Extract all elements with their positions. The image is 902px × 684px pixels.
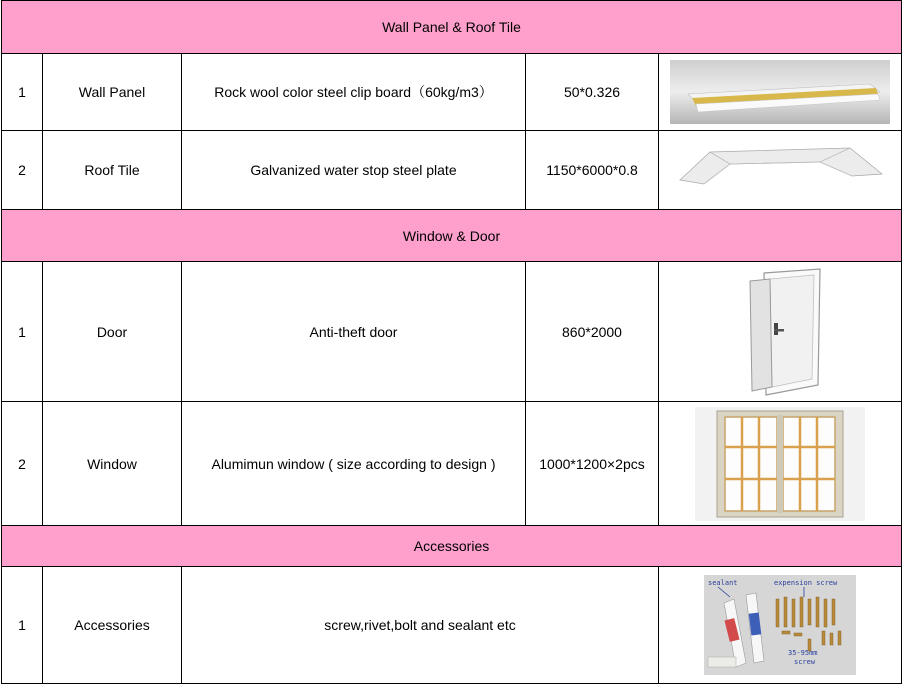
expension-screw-label: expension screw [774,579,838,587]
door-image [730,267,830,397]
image-cell [659,131,902,210]
accessories-image [704,575,856,675]
section-title: Wall Panel & Roof Tile [2,1,902,54]
image-cell [659,567,902,684]
image-cell [659,262,902,402]
item-size: 1150*6000*0.8 [526,131,659,210]
row-number: 1 [2,54,43,131]
table-row [2,262,902,402]
item-name: Accessories [43,567,182,684]
section-title: Accessories [2,526,902,567]
spec-table [1,0,902,684]
item-size: 860*2000 [526,262,659,402]
item-size: 1000*1200×2pcs [526,402,659,526]
roof-tile-image [670,138,890,202]
table-row [2,402,902,526]
item-size: 50*0.326 [526,54,659,131]
row-number: 1 [2,567,43,684]
item-spec: Galvanized water stop steel plate [182,131,526,210]
item-name: Wall Panel [43,54,182,131]
item-spec: Alumimun window ( size according to design ) [182,402,526,526]
item-spec: Anti-theft door [182,262,526,402]
row-number: 2 [2,131,43,210]
item-spec: Rock wool color steel clip board（60kg/m3） [182,54,526,131]
screw-word-label: screw [794,658,816,666]
wall-panel-image [670,60,890,124]
table-row [2,567,902,684]
table-row [2,131,902,210]
window-image [695,407,865,521]
section-header-window-door [2,210,902,262]
image-cell [659,54,902,131]
item-name: Roof Tile [43,131,182,210]
range-label: 35-95mm [788,649,818,657]
item-spec: screw,rivet,bolt and sealant etc [182,567,659,684]
section-header-accessories [2,526,902,567]
item-name: Window [43,402,182,526]
item-name: Door [43,262,182,402]
sealant-label: sealant [708,579,738,587]
section-header-wall-roof [2,1,902,54]
row-number: 1 [2,262,43,402]
section-title: Window & Door [2,210,902,262]
image-cell [659,402,902,526]
table-row [2,54,902,131]
row-number: 2 [2,402,43,526]
